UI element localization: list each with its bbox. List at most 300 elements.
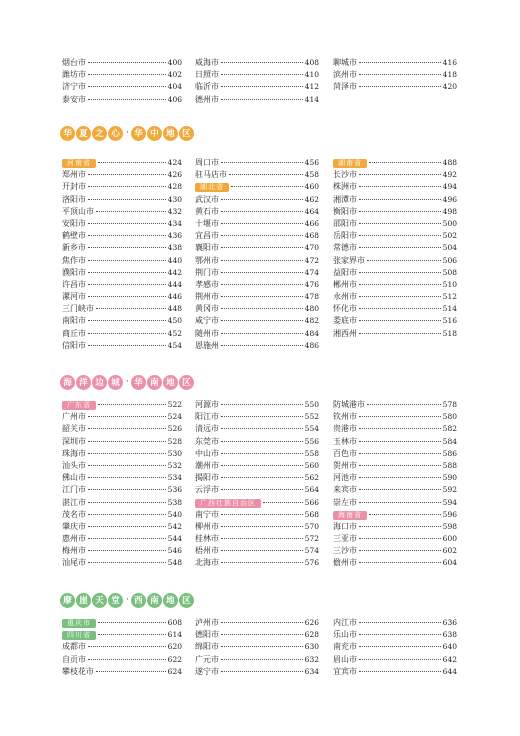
page-number: 608 bbox=[167, 618, 182, 627]
city-entry[interactable] bbox=[333, 267, 457, 279]
city-entry[interactable] bbox=[333, 194, 457, 206]
page-number: 568 bbox=[304, 509, 319, 519]
city-entry[interactable] bbox=[62, 194, 182, 206]
city-name: 济宁市 bbox=[62, 82, 86, 92]
city-entry[interactable] bbox=[62, 411, 182, 423]
city-entry[interactable] bbox=[333, 218, 457, 230]
city-entry[interactable] bbox=[62, 654, 182, 666]
leader-dots bbox=[359, 62, 441, 63]
page-number: 414 bbox=[304, 94, 319, 104]
leader-dots bbox=[359, 74, 441, 75]
city-entry[interactable] bbox=[333, 497, 457, 509]
toc-column bbox=[333, 157, 457, 340]
city-entry[interactable] bbox=[195, 557, 319, 569]
toc-column bbox=[62, 399, 182, 570]
toc-column bbox=[333, 57, 457, 94]
title-char: 夏 bbox=[76, 126, 91, 141]
province-entry[interactable] bbox=[333, 509, 457, 521]
page-number: 500 bbox=[442, 218, 457, 228]
leader-dots bbox=[229, 174, 303, 175]
page-number: 524 bbox=[167, 412, 182, 422]
page-number: 556 bbox=[304, 436, 319, 446]
city-entry[interactable] bbox=[62, 291, 182, 303]
city-entry[interactable] bbox=[62, 242, 182, 254]
page-number: 592 bbox=[442, 485, 457, 495]
leader-dots bbox=[88, 428, 166, 429]
leader-dots bbox=[88, 489, 166, 490]
city-entry[interactable] bbox=[195, 411, 319, 423]
city-entry[interactable] bbox=[62, 423, 182, 435]
city-entry[interactable] bbox=[333, 521, 457, 533]
page-number: 540 bbox=[167, 509, 182, 519]
city-entry[interactable] bbox=[195, 81, 319, 93]
city-entry[interactable] bbox=[62, 69, 182, 81]
city-entry[interactable] bbox=[333, 242, 457, 254]
city-name: 长沙市 bbox=[333, 170, 357, 180]
leader-dots bbox=[221, 320, 303, 321]
city-name: 宜宾市 bbox=[333, 666, 357, 676]
city-name: 江门市 bbox=[62, 485, 86, 495]
page-number: 530 bbox=[167, 448, 182, 458]
leader-dots bbox=[369, 514, 441, 515]
leader-dots bbox=[88, 659, 166, 660]
city-entry[interactable] bbox=[333, 181, 457, 193]
city-entry[interactable] bbox=[195, 169, 319, 181]
page-number: 470 bbox=[304, 243, 319, 253]
page-number: 412 bbox=[304, 82, 319, 92]
city-name: 云浮市 bbox=[195, 485, 219, 495]
leader-dots bbox=[88, 284, 166, 285]
leader-dots bbox=[359, 199, 441, 200]
city-entry[interactable] bbox=[195, 460, 319, 472]
page-number: 622 bbox=[167, 654, 182, 664]
city-entry[interactable] bbox=[333, 641, 457, 653]
page-number: 506 bbox=[442, 255, 457, 265]
city-name: 漯河市 bbox=[62, 292, 86, 302]
city-name: 广州市 bbox=[62, 412, 86, 422]
city-entry[interactable] bbox=[333, 448, 457, 460]
city-name: 佛山市 bbox=[62, 473, 86, 483]
leader-dots bbox=[359, 296, 441, 297]
city-entry[interactable] bbox=[195, 218, 319, 230]
city-entry[interactable] bbox=[333, 206, 457, 218]
page-number: 442 bbox=[167, 267, 182, 277]
city-name: 黄石市 bbox=[195, 206, 219, 216]
title-char: 地 bbox=[163, 375, 178, 390]
city-entry[interactable] bbox=[333, 291, 457, 303]
city-entry[interactable] bbox=[62, 641, 182, 653]
title-char: 区 bbox=[179, 126, 194, 141]
city-entry[interactable] bbox=[62, 545, 182, 557]
city-name: 随州市 bbox=[195, 328, 219, 338]
city-name: 焦作市 bbox=[62, 255, 86, 265]
city-entry[interactable] bbox=[333, 484, 457, 496]
leader-dots bbox=[221, 622, 303, 623]
city-entry[interactable] bbox=[333, 255, 457, 267]
city-entry[interactable] bbox=[195, 69, 319, 81]
city-name: 怀化市 bbox=[333, 304, 357, 314]
city-entry[interactable] bbox=[333, 629, 457, 641]
title-char: 区 bbox=[179, 593, 194, 608]
province-tag: 湖北省 bbox=[195, 183, 229, 192]
city-entry[interactable] bbox=[195, 629, 319, 641]
leader-dots bbox=[221, 428, 303, 429]
page-number: 598 bbox=[442, 521, 457, 531]
title-char: 中 bbox=[147, 126, 162, 141]
leader-dots bbox=[88, 247, 166, 248]
page-number: 590 bbox=[442, 473, 457, 483]
city-name: 鹤壁市 bbox=[62, 231, 86, 241]
leader-dots bbox=[88, 74, 166, 75]
leader-dots bbox=[221, 526, 303, 527]
city-entry[interactable] bbox=[333, 460, 457, 472]
page-number: 620 bbox=[167, 642, 182, 652]
city-entry[interactable] bbox=[333, 303, 457, 315]
city-entry[interactable] bbox=[333, 533, 457, 545]
city-entry[interactable] bbox=[195, 255, 319, 267]
province-entry[interactable] bbox=[62, 629, 182, 641]
province-entry[interactable] bbox=[195, 497, 319, 509]
page-number: 546 bbox=[167, 546, 182, 556]
page-number: 444 bbox=[167, 279, 182, 289]
leader-dots bbox=[96, 308, 166, 309]
city-entry[interactable] bbox=[195, 521, 319, 533]
city-name: 贺州市 bbox=[333, 460, 357, 470]
city-name: 柳州市 bbox=[195, 521, 219, 531]
page-number: 580 bbox=[442, 412, 457, 422]
city-entry[interactable] bbox=[62, 460, 182, 472]
city-name: 张家界市 bbox=[333, 255, 365, 265]
city-entry[interactable] bbox=[195, 399, 319, 411]
province-tag: 广西壮族自治区 bbox=[195, 499, 261, 508]
city-entry[interactable] bbox=[195, 340, 319, 352]
city-name: 威海市 bbox=[195, 58, 219, 67]
city-name: 内江市 bbox=[333, 618, 357, 627]
page-number: 588 bbox=[442, 460, 457, 470]
leader-dots bbox=[221, 562, 303, 563]
city-entry[interactable] bbox=[62, 169, 182, 181]
city-name: 阳江市 bbox=[195, 412, 219, 422]
page-number: 440 bbox=[167, 255, 182, 265]
city-entry[interactable] bbox=[62, 206, 182, 218]
city-name: 肇庆市 bbox=[62, 521, 86, 531]
province-entry[interactable] bbox=[62, 399, 182, 411]
page-number: 636 bbox=[442, 618, 457, 627]
city-entry[interactable] bbox=[333, 436, 457, 448]
leader-dots bbox=[221, 99, 303, 100]
page-number: 586 bbox=[442, 448, 457, 458]
city-entry[interactable] bbox=[195, 267, 319, 279]
city-entry[interactable] bbox=[195, 328, 319, 340]
city-name: 潍坊市 bbox=[62, 70, 86, 80]
city-name: 三亚市 bbox=[333, 534, 357, 544]
city-entry[interactable] bbox=[62, 267, 182, 279]
city-name: 驻马店市 bbox=[195, 170, 227, 180]
city-entry[interactable] bbox=[333, 315, 457, 327]
title-char: 之 bbox=[92, 126, 107, 141]
city-entry[interactable] bbox=[333, 654, 457, 666]
page-number: 638 bbox=[442, 630, 457, 640]
leader-dots bbox=[221, 477, 303, 478]
title-separator: · bbox=[126, 595, 129, 605]
province-entry[interactable] bbox=[333, 157, 457, 169]
city-entry[interactable] bbox=[62, 557, 182, 569]
city-entry[interactable] bbox=[62, 181, 182, 193]
city-name: 汕头市 bbox=[62, 460, 86, 470]
leader-dots bbox=[221, 296, 303, 297]
leader-dots bbox=[359, 320, 441, 321]
leader-dots bbox=[221, 211, 303, 212]
city-entry[interactable] bbox=[333, 545, 457, 557]
city-entry[interactable] bbox=[195, 654, 319, 666]
page-number: 576 bbox=[304, 558, 319, 568]
city-entry[interactable] bbox=[62, 448, 182, 460]
city-entry[interactable] bbox=[195, 666, 319, 678]
city-name: 湘西州 bbox=[333, 328, 357, 338]
city-name: 临沂市 bbox=[195, 82, 219, 92]
page-number: 632 bbox=[304, 654, 319, 664]
city-name: 贵港市 bbox=[333, 424, 357, 434]
city-name: 海口市 bbox=[333, 521, 357, 531]
page-number: 480 bbox=[304, 304, 319, 314]
city-entry[interactable] bbox=[62, 340, 182, 352]
city-name: 揭阳市 bbox=[195, 473, 219, 483]
city-entry[interactable] bbox=[195, 617, 319, 629]
city-entry[interactable] bbox=[195, 303, 319, 315]
leader-dots bbox=[88, 86, 166, 87]
leader-dots bbox=[221, 345, 303, 346]
leader-dots bbox=[221, 223, 303, 224]
leader-dots bbox=[359, 235, 441, 236]
city-name: 平顶山市 bbox=[62, 206, 94, 216]
city-entry[interactable] bbox=[333, 57, 457, 69]
city-entry[interactable] bbox=[62, 509, 182, 521]
city-entry[interactable] bbox=[62, 484, 182, 496]
city-entry[interactable] bbox=[195, 533, 319, 545]
province-entry[interactable] bbox=[195, 181, 319, 193]
city-name: 永州市 bbox=[333, 292, 357, 302]
page-number: 484 bbox=[304, 328, 319, 338]
leader-dots bbox=[359, 333, 441, 334]
leader-dots bbox=[98, 404, 166, 405]
page-number: 426 bbox=[167, 170, 182, 180]
page-number: 630 bbox=[304, 642, 319, 652]
city-entry[interactable] bbox=[62, 303, 182, 315]
city-name: 东莞市 bbox=[195, 436, 219, 446]
city-entry[interactable] bbox=[62, 230, 182, 242]
page-number: 560 bbox=[304, 460, 319, 470]
page-number: 502 bbox=[442, 231, 457, 241]
city-name: 深圳市 bbox=[62, 436, 86, 446]
city-entry[interactable] bbox=[195, 545, 319, 557]
toc-column bbox=[195, 399, 319, 570]
city-entry[interactable] bbox=[333, 169, 457, 181]
city-name: 遂宁市 bbox=[195, 666, 219, 676]
city-entry[interactable] bbox=[62, 94, 182, 106]
city-entry[interactable] bbox=[333, 69, 457, 81]
city-name: 菏泽市 bbox=[333, 82, 357, 92]
leader-dots bbox=[88, 320, 166, 321]
city-entry[interactable] bbox=[195, 230, 319, 242]
city-entry[interactable] bbox=[333, 411, 457, 423]
leader-dots bbox=[359, 453, 441, 454]
city-entry[interactable] bbox=[195, 436, 319, 448]
city-entry[interactable] bbox=[333, 666, 457, 678]
leader-dots bbox=[359, 477, 441, 478]
city-name: 广元市 bbox=[195, 654, 219, 664]
city-entry[interactable] bbox=[195, 472, 319, 484]
page-number: 420 bbox=[442, 82, 457, 92]
leader-dots bbox=[88, 272, 166, 273]
city-name: 泸州市 bbox=[195, 618, 219, 627]
page-number: 614 bbox=[167, 630, 182, 640]
city-entry[interactable] bbox=[195, 423, 319, 435]
page-number: 472 bbox=[304, 255, 319, 265]
title-char: 区 bbox=[179, 375, 194, 390]
city-entry[interactable] bbox=[333, 617, 457, 629]
city-name: 洛阳市 bbox=[62, 194, 86, 204]
leader-dots bbox=[98, 634, 166, 635]
page-number: 522 bbox=[167, 400, 182, 409]
page-number: 468 bbox=[304, 231, 319, 241]
city-entry[interactable] bbox=[62, 472, 182, 484]
city-entry[interactable] bbox=[333, 230, 457, 242]
city-entry[interactable] bbox=[195, 641, 319, 653]
city-entry[interactable] bbox=[62, 436, 182, 448]
city-entry[interactable] bbox=[195, 291, 319, 303]
province-entry[interactable] bbox=[62, 617, 182, 629]
city-name: 钦州市 bbox=[333, 412, 357, 422]
toc-column bbox=[195, 57, 319, 106]
leader-dots bbox=[88, 416, 166, 417]
city-entry[interactable] bbox=[195, 194, 319, 206]
city-entry[interactable] bbox=[195, 57, 319, 69]
page-number: 536 bbox=[167, 485, 182, 495]
leader-dots bbox=[359, 284, 441, 285]
leader-dots bbox=[88, 296, 166, 297]
city-name: 郑州市 bbox=[62, 170, 86, 180]
city-name: 德州市 bbox=[195, 94, 219, 104]
city-entry[interactable] bbox=[62, 255, 182, 267]
section-title-southwest bbox=[60, 592, 195, 608]
leader-dots bbox=[359, 538, 441, 539]
title-char: 南 bbox=[147, 375, 162, 390]
leader-dots bbox=[88, 260, 166, 261]
leader-dots bbox=[221, 162, 303, 163]
city-entry[interactable] bbox=[195, 484, 319, 496]
leader-dots bbox=[359, 489, 441, 490]
city-entry[interactable] bbox=[195, 157, 319, 169]
page-number: 434 bbox=[167, 218, 182, 228]
page-number: 550 bbox=[304, 400, 319, 409]
page-number: 438 bbox=[167, 243, 182, 253]
toc-column bbox=[333, 617, 457, 678]
city-entry[interactable] bbox=[62, 666, 182, 678]
leader-dots bbox=[359, 646, 441, 647]
page-number: 640 bbox=[442, 642, 457, 652]
leader-dots bbox=[88, 514, 166, 515]
city-entry[interactable] bbox=[333, 399, 457, 411]
city-entry[interactable] bbox=[195, 94, 319, 106]
page-number: 408 bbox=[304, 58, 319, 67]
city-name: 濮阳市 bbox=[62, 267, 86, 277]
city-name: 日照市 bbox=[195, 70, 219, 80]
page-number: 430 bbox=[167, 194, 182, 204]
leader-dots bbox=[88, 477, 166, 478]
title-char: 地 bbox=[163, 126, 178, 141]
city-entry[interactable] bbox=[62, 315, 182, 327]
city-entry[interactable] bbox=[333, 423, 457, 435]
page-number: 548 bbox=[167, 558, 182, 568]
page-number: 570 bbox=[304, 521, 319, 531]
title-char: 华 bbox=[131, 375, 146, 390]
city-entry[interactable] bbox=[333, 472, 457, 484]
page-number: 594 bbox=[442, 497, 457, 507]
title-char: 城 bbox=[108, 375, 123, 390]
province-tag: 湖南省 bbox=[333, 159, 367, 168]
page-number: 446 bbox=[167, 292, 182, 302]
city-entry[interactable] bbox=[62, 521, 182, 533]
city-entry[interactable] bbox=[62, 328, 182, 340]
page-number: 532 bbox=[167, 460, 182, 470]
city-entry[interactable] bbox=[195, 242, 319, 254]
city-name: 武汉市 bbox=[195, 194, 219, 204]
page-number: 642 bbox=[442, 654, 457, 664]
city-entry[interactable] bbox=[62, 497, 182, 509]
title-char: 地 bbox=[163, 593, 178, 608]
city-entry[interactable] bbox=[195, 279, 319, 291]
city-entry[interactable] bbox=[62, 533, 182, 545]
city-name: 韶关市 bbox=[62, 424, 86, 434]
city-entry[interactable] bbox=[333, 328, 457, 340]
city-entry[interactable] bbox=[62, 81, 182, 93]
page-number: 410 bbox=[304, 70, 319, 80]
title-char: 天 bbox=[92, 593, 107, 608]
page-number: 488 bbox=[442, 158, 457, 167]
city-name: 乐山市 bbox=[333, 630, 357, 640]
page-number: 566 bbox=[304, 497, 319, 507]
page-number: 518 bbox=[442, 328, 457, 338]
province-tag: 重庆市 bbox=[62, 619, 96, 628]
leader-dots bbox=[359, 526, 441, 527]
city-name: 衡阳市 bbox=[333, 206, 357, 216]
city-entry[interactable] bbox=[333, 557, 457, 569]
city-entry[interactable] bbox=[195, 206, 319, 218]
city-name: 襄阳市 bbox=[195, 243, 219, 253]
leader-dots bbox=[359, 502, 441, 503]
province-entry[interactable] bbox=[62, 157, 182, 169]
page-number: 554 bbox=[304, 424, 319, 434]
leader-dots bbox=[359, 174, 441, 175]
city-entry[interactable] bbox=[62, 279, 182, 291]
city-entry[interactable] bbox=[333, 279, 457, 291]
page-number: 562 bbox=[304, 473, 319, 483]
page-number: 628 bbox=[304, 630, 319, 640]
leader-dots bbox=[221, 308, 303, 309]
city-entry[interactable] bbox=[62, 218, 182, 230]
city-entry[interactable] bbox=[62, 57, 182, 69]
city-entry[interactable] bbox=[195, 315, 319, 327]
city-entry[interactable] bbox=[333, 81, 457, 93]
city-name: 玉林市 bbox=[333, 436, 357, 446]
city-entry[interactable] bbox=[195, 509, 319, 521]
leader-dots bbox=[88, 62, 166, 63]
leader-dots bbox=[88, 550, 166, 551]
page-number: 516 bbox=[442, 316, 457, 326]
city-entry[interactable] bbox=[195, 448, 319, 460]
city-name: 咸宁市 bbox=[195, 316, 219, 326]
leader-dots bbox=[359, 247, 441, 248]
